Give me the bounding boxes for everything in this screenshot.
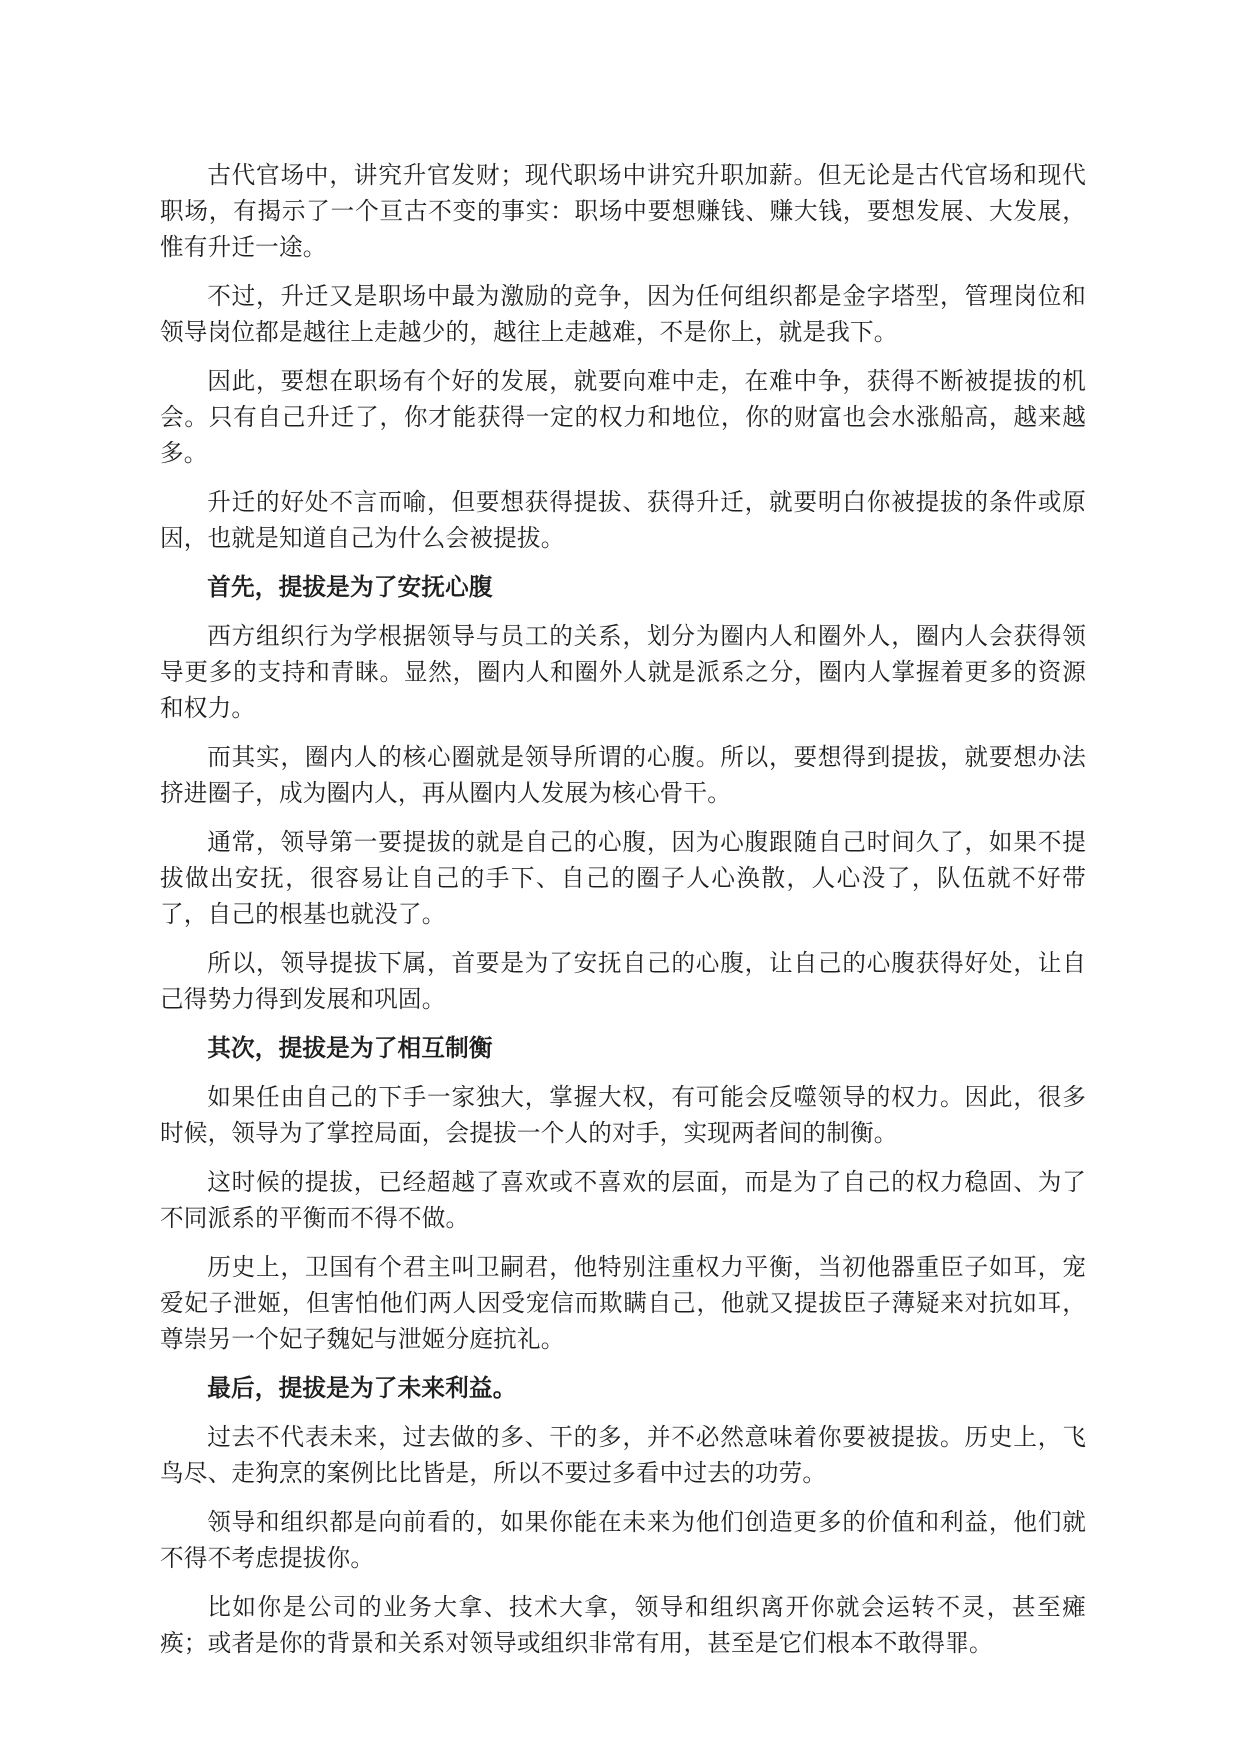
paragraph-intro-3: 因此，要想在职场有个好的发展，就要向难中走，在难中争，获得不断被提拔的机会。只有自己升迁了，你才能获得一定的权力和地位，你的财富也会水涨船高，越来越多。 (160, 367, 1086, 467)
paragraph-first-2: 而其实，圈内人的核心圈就是领导所谓的心腹。所以，要想得到提拔，就要想办法挤进圈子，成为圈内人，再从圈内人发展为核心骨干。 (160, 743, 1086, 807)
paragraph-last-1: 过去不代表未来，过去做的多、干的多，并不必然意味着你要被提拔。历史上，飞鸟尽、走狗烹的案例比比皆是，所以不要过多看中过去的功劳。 (160, 1423, 1086, 1487)
paragraph-intro-2: 不过，升迁又是职场中最为激励的竞争，因为任何组织都是金字塔型，管理岗位和领导岗位都是越往上走越少的，越往上走越难，不是你上，就是我下。 (160, 282, 1086, 346)
paragraph-last-2: 领导和组织都是向前看的，如果你能在未来为他们创造更多的价值和利益，他们就不得不考虑提拔你。 (160, 1508, 1086, 1572)
section-heading-first: 首先，提拔是为了安抚心腹 (207, 573, 493, 601)
section-heading-second: 其次，提拔是为了相互制衡 (207, 1034, 493, 1062)
paragraph-second-1: 如果任由自己的下手一家独大，掌握大权，有可能会反噬领导的权力。因此，很多时候，领导为了掌控局面，会提拔一个人的对手，实现两者间的制衡。 (160, 1083, 1086, 1147)
paragraph-second-2: 这时候的提拔，已经超越了喜欢或不喜欢的层面，而是为了自己的权力稳固、为了不同派系的平衡而不得不做。 (160, 1168, 1086, 1232)
paragraph-last-3: 比如你是公司的业务大拿、技术大拿，领导和组织离开你就会运转不灵，甚至瘫痪；或者是你的背景和关系对领导或组织非常有用，甚至是它们根本不敢得罪。 (160, 1593, 1086, 1657)
paragraph-intro-1: 古代官场中，讲究升官发财；现代职场中讲究升职加薪。但无论是古代官场和现代职场，有揭示了一个亘古不变的事实：职场中要想赚钱、赚大钱，要想发展、大发展，惟有升迁一途。 (160, 161, 1086, 261)
paragraph-second-3: 历史上，卫国有个君主叫卫嗣君，他特别注重权力平衡，当初他器重臣子如耳，宠爱妃子泄姬，但害怕他们两人因受宠信而欺瞒自己，他就又提拔臣子薄疑来对抗如耳，尊崇另一个妃子魏妃与泄姬分庭抗礼。 (160, 1253, 1086, 1353)
paragraph-first-3: 通常，领导第一要提拔的就是自己的心腹，因为心腹跟随自己时间久了，如果不提拔做出安抚，很容易让自己的手下、自己的圈子人心涣散，人心没了，队伍就不好带了，自己的根基也就没了。 (160, 828, 1086, 928)
document-page (160, 157, 1086, 1674)
paragraph-intro-4: 升迁的好处不言而喻，但要想获得提拔、获得升迁，就要明白你被提拔的条件或原因，也就是知道自己为什么会被提拔。 (160, 488, 1086, 552)
section-heading-last: 最后，提拔是为了未来利益。 (207, 1374, 517, 1402)
paragraph-first-1: 西方组织行为学根据领导与员工的关系，划分为圈内人和圈外人，圈内人会获得领导更多的支持和青睐。显然，圈内人和圈外人就是派系之分，圈内人掌握着更多的资源和权力。 (160, 622, 1086, 722)
paragraph-first-4: 所以，领导提拔下属，首要是为了安抚自己的心腹，让自己的心腹获得好处，让自己得势力得到发展和巩固。 (160, 949, 1086, 1013)
